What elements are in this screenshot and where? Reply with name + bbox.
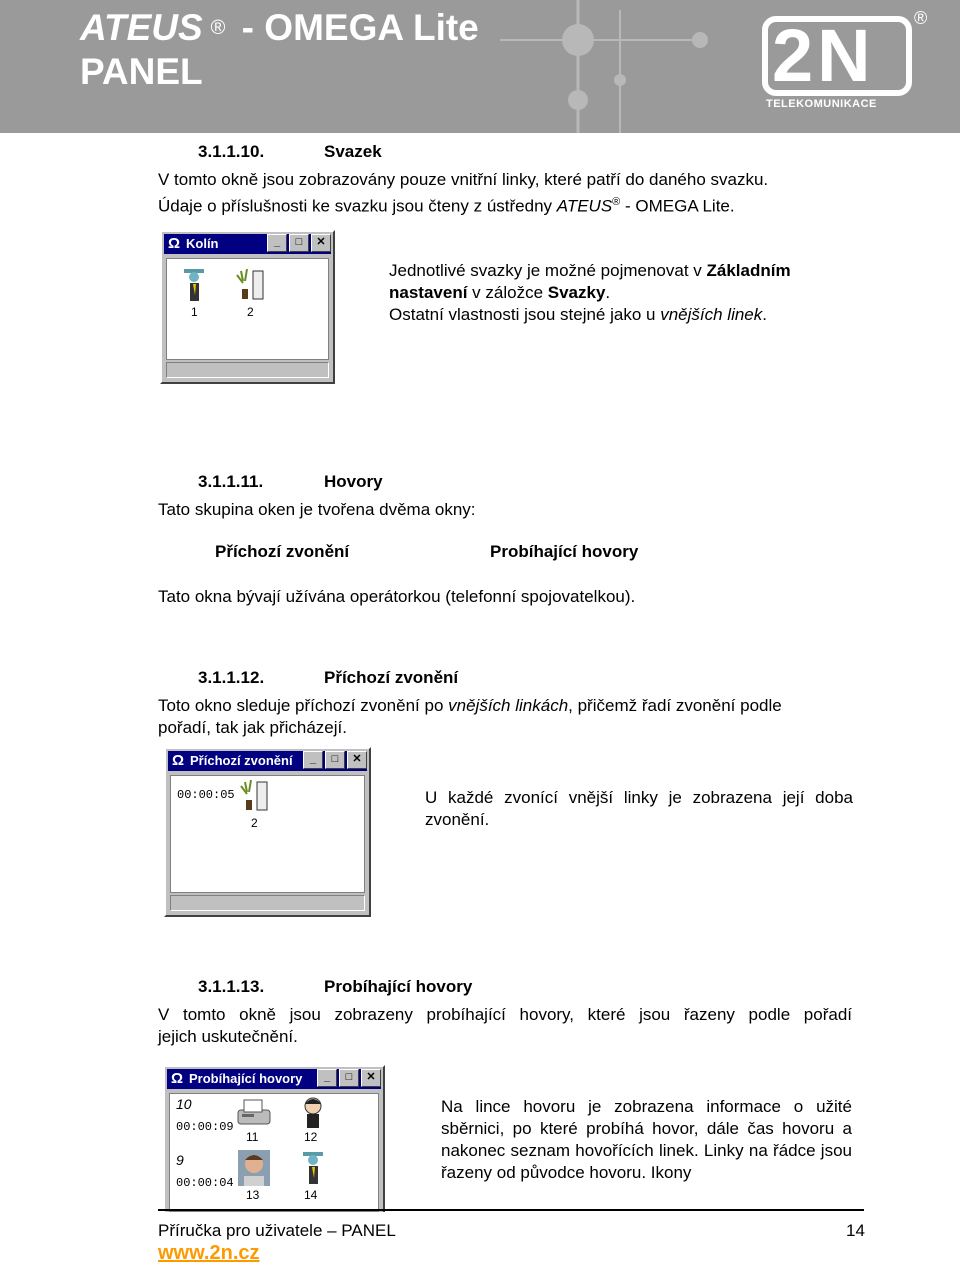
section-number-probihajici: 3.1.1.13. [198,977,265,996]
minimize-button[interactable]: _ [317,1069,337,1087]
icon-label: 2 [251,816,258,830]
fax-icon[interactable] [236,1098,272,1128]
probihajici-line2: jejich uskutečnění. [158,1027,298,1046]
section-title-probihajici: Probíhající hovory [324,977,473,996]
probihajici-line1: V tomto okně jsou zobrazeny probíhající hovory, které jsou řazeny podle pořadí [158,1005,852,1024]
footer-left: Příručka pro uživatele – PANEL [158,1221,396,1240]
window-title: Probíhající hovory [189,1071,303,1086]
hovory-line1: Tato skupina oken je tvořena dvěma okny: [158,500,476,519]
phone-plant-icon[interactable] [233,267,267,303]
user-tie-icon[interactable] [181,267,207,303]
logo-reg: ® [914,8,928,28]
window-kolin[interactable] [160,230,335,384]
icon-label: 13 [246,1188,260,1202]
svazek-line1: V tomto okně jsou zobrazovány pouze vnitřní linky, které patří do daného svazku. [158,170,769,189]
person-photo-icon[interactable] [238,1150,270,1186]
logo-text: 2N [772,14,875,97]
section-title-svazek: Svazek [324,142,382,161]
close-button[interactable]: ✕ [361,1069,381,1087]
omega-icon: Ω [171,1070,184,1087]
close-button[interactable]: ✕ [311,234,331,252]
phone-plant-icon[interactable] [237,778,271,814]
minimize-button[interactable]: _ [303,751,323,769]
omega-icon: Ω [172,752,185,769]
icon-label: 14 [304,1188,318,1202]
maximize-button[interactable]: □ [339,1069,359,1087]
section-number-prichozi: 3.1.1.12. [198,668,265,687]
hovory-item1: Příchozí zvonění [215,542,350,561]
prichozi-line1: Toto okno sleduje příchozí zvonění po vnějších linkách, přičemž řadí zvonění podle [158,696,782,715]
status-bar [166,362,329,378]
omega-icon: Ω [168,235,181,252]
icon-label: 1 [191,305,198,319]
window-title: Kolín [186,236,219,251]
close-button[interactable]: ✕ [347,751,367,769]
bus-number: 10 [176,1096,192,1112]
hovory-line2: Tato okna bývají užívána operátorkou (telefonní spojovatelkou). [158,587,636,606]
maximize-button[interactable]: □ [289,234,309,252]
window-title: Příchozí zvonění [190,753,293,768]
icon-label: 2 [247,305,254,319]
footer-page-number: 14 [846,1221,865,1240]
window-prichozi-zvoneni[interactable] [164,747,371,917]
operator-icon[interactable] [298,1096,328,1130]
ring-time: 00:00:05 [177,788,235,802]
maximize-button[interactable]: □ [325,751,345,769]
section-number-hovory: 3.1.1.11. [198,472,264,491]
svazek-line2: Údaje o příslušnosti ke svazku jsou čteny z ústředny ATEUS® - OMEGA Lite. [158,196,735,216]
icon-label: 11 [246,1130,259,1144]
section-title-prichozi: Příchozí zvonění [324,668,459,687]
svazek-side-text: Jednotlivé svazky je možné pojmenovat v Základním nastavení v záložce Svazky. Ostatní vlastnosti jsou stejné jako u vnějších linek. [389,261,791,324]
header-subtitle: PANEL [80,51,203,92]
header-title: ATEUS ® - OMEGA Lite [80,7,479,48]
minimize-button[interactable]: _ [267,234,287,252]
window-client [166,258,329,360]
registered-mark: ® [210,17,226,39]
logo-2n [758,10,938,120]
prichozi-side-text: U každé zvonící vnější linky je zobrazena její doba zvonění. [425,788,853,829]
window-probihajici-hovory[interactable] [163,1065,385,1212]
section-title-hovory: Hovory [324,472,383,491]
section-number-svazek: 3.1.1.10. [198,142,265,161]
user-tie-icon[interactable] [300,1150,326,1186]
call-time: 00:00:09 [176,1120,234,1134]
prichozi-line2: pořadí, tak jak přicházejí. [158,718,347,737]
probihajici-side-text: Na lince hovoru je zobrazena informace o užité sběrnici, po které probíhá hovor, dále čas hovoru a nakonec seznam hovořících linek. Linky na řádce jsou řazeny od původce hovoru. Ikony [441,1097,852,1182]
logo-subtitle: TELEKOMUNIKACE [766,98,877,110]
footer-link[interactable]: www.2n.cz [158,1242,260,1264]
call-time: 00:00:04 [176,1176,234,1190]
icon-label: 12 [304,1130,318,1144]
footer-divider [158,1209,864,1211]
bus-number: 9 [176,1152,184,1168]
window-client [170,775,365,893]
header-banner [0,0,960,133]
window-client [169,1093,379,1212]
hovory-item2: Probíhající hovory [490,542,639,561]
status-bar [170,895,365,911]
